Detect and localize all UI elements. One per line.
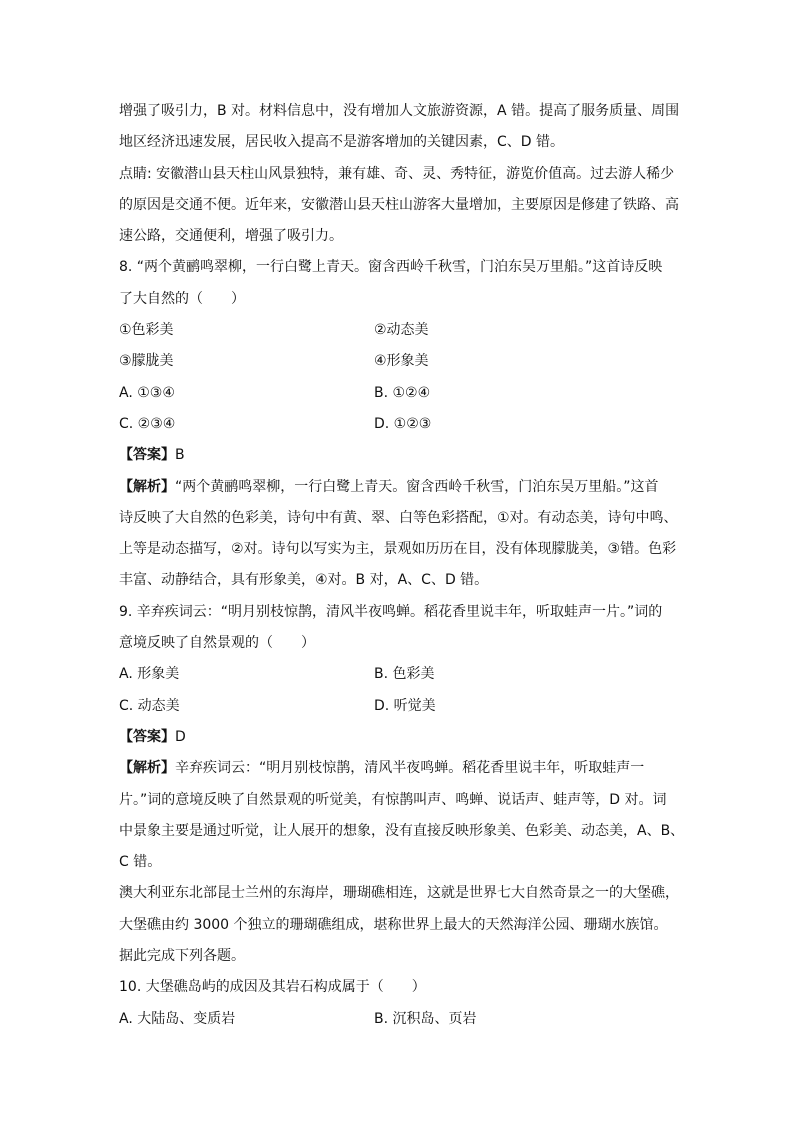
question-stem: 了大自然的（ ）	[119, 290, 245, 307]
text-line: 地区经济迅速发展，居民收入提高不是游客增加的关键因素，C、D 错。	[119, 134, 565, 151]
question-stem: 8. “两个黄鹂鸣翠柳，一行白鹭上青天。窗含西岭千秋雪，门泊东吴万里船。”这首诗反映	[119, 259, 663, 276]
option-b: B. 沉积岛、页岩	[374, 1010, 477, 1027]
answer-label: 【答案】	[119, 447, 175, 464]
option-a: A. 大陆岛、变质岩	[119, 1010, 236, 1027]
option-row	[119, 378, 679, 409]
option-d: D. 听觉美	[374, 697, 436, 714]
text-line: 的原因是交通不便。近年来，安徽潜山县天柱山游客大量增加，主要原因是修建了铁路、高	[119, 196, 679, 213]
answer-value: B	[175, 447, 185, 464]
text-line: 增强了吸引力，B 对。材料信息中，没有增加人文旅游资源，A 错。提高了服务质量、周围	[119, 103, 680, 119]
option-row	[119, 659, 679, 690]
statement-row	[119, 315, 679, 346]
option-row	[119, 691, 679, 722]
text-line: C 错。	[119, 854, 162, 871]
question-stem: 9. 辛弃疾词云：“明月别枝惊鹊，清风半夜鸣蝉。稻花香里说丰年，听取蛙声一片。”词的	[119, 603, 663, 620]
text-line: 大堡礁由约 3000 个独立的珊瑚礁组成，堪称世界上最大的天然海洋公园、珊瑚水族馆。	[119, 916, 668, 933]
question-stem: 10. 大堡礁岛屿的成因及其岩石构成属于（ ）	[119, 979, 426, 996]
analysis-block	[119, 472, 679, 597]
statement-item: ②动态美	[374, 322, 429, 339]
answer-line	[119, 440, 679, 471]
option-row	[119, 1004, 679, 1035]
statement-item: ③朦胧美	[119, 353, 174, 370]
text-line: 点睛: 安徽潜山县天柱山风景独特，兼有雄、奇、灵、秀特征，游览价值高。过去游人稀少	[119, 165, 675, 182]
analysis-label: 【解析】	[119, 760, 175, 777]
question-9	[119, 597, 685, 879]
analysis-text: 辛弃疾词云：“明月别枝惊鹊，清风半夜鸣蝉。稻花香里说丰年，听取蛙声一	[175, 760, 645, 777]
option-d: D. ①②③	[374, 415, 432, 432]
option-a: A. 形象美	[119, 666, 180, 683]
answer-value: D	[175, 728, 186, 745]
prev-analysis-tail	[119, 96, 679, 159]
analysis-block	[119, 753, 685, 878]
text-line: 片。”词的意境反映了自然景观的听觉美，有惊鹊叫声、鸣蝉、说话声、蛙声等，D 对。词	[119, 791, 667, 808]
statement-row	[119, 346, 679, 377]
option-c: C. ②③④	[119, 415, 176, 432]
option-b: B. 色彩美	[374, 666, 435, 683]
question-stem: 意境反映了自然景观的（ ）	[119, 635, 315, 652]
reading-passage	[119, 878, 679, 972]
statement-item: ④形象美	[374, 353, 429, 370]
text-line: 诗反映了大自然的色彩美，诗句中有黄、翠、白等色彩搭配，①对。有动态美，诗句中鸣、	[119, 509, 678, 526]
text-line: 据此完成下列各题。	[119, 948, 245, 965]
document-body	[119, 96, 685, 1035]
text-line: 中景象主要是通过听觉，让人展开的想象，没有直接反映形象美、色彩美、动态美，A、B、	[119, 822, 685, 839]
text-line: 速公路，交通便利，增强了吸引力。	[119, 228, 343, 245]
statement-item: ①色彩美	[119, 322, 174, 339]
answer-label: 【答案】	[119, 728, 175, 745]
text-line: 上等是动态描写，②对。诗句以写实为主，景观如历历在目，没有体现朦胧美，③错。色彩	[119, 541, 677, 558]
answer-line	[119, 722, 679, 753]
text-line	[119, 472, 679, 503]
dianjing-note	[119, 159, 679, 253]
question-10	[119, 972, 679, 1035]
question-8	[119, 252, 679, 596]
text-line: 澳大利亚东北部昆士兰州的东海岸，珊瑚礁相连，这就是世界七大自然奇景之一的大堡礁，	[119, 885, 679, 902]
option-row	[119, 409, 679, 440]
option-a: A. ①③④	[119, 384, 175, 401]
text-line: 丰富、动静结合，具有形象美，④对。B 对，A、C、D 错。	[119, 572, 489, 589]
text-line	[119, 753, 679, 784]
analysis-label: 【解析】	[119, 478, 175, 495]
analysis-text: “两个黄鹂鸣翠柳，一行白鹭上青天。窗含西岭千秋雪，门泊东吴万里船。”这首	[175, 478, 659, 495]
option-b: B. ①②④	[374, 384, 431, 401]
option-c: C. 动态美	[119, 697, 180, 714]
